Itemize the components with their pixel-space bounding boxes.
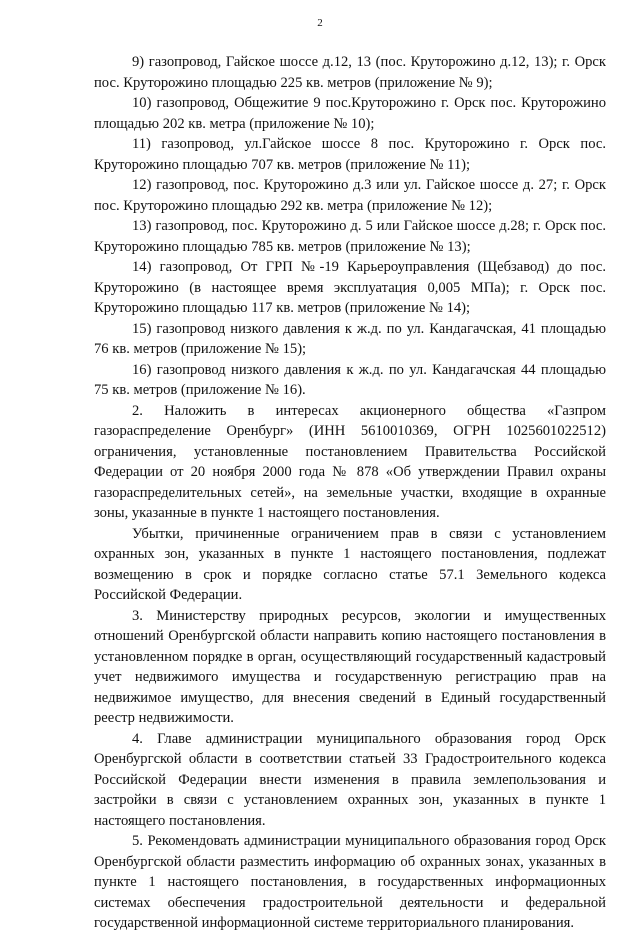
clause-2-damages: Убытки, причиненные ограничением прав в связи с установлением охранных зон, указанных в пункте 1 настоящего постановления, подлежат возмещению в срок и порядке согласно статье 57.1 Земельного кодекса Российской Федерации. — [94, 525, 606, 603]
page-number: 2 — [317, 17, 323, 29]
clause-3: 3. Министерству природных ресурсов, экологии и имущественных отношений Оренбургской области направить копию настоящего постановления в установленном порядке в орган, осуществляющий государственный кадастровый учет недвижимого имущества и государственную регистрацию прав на недвижимое имущество, для внесения сведений в Единый государственный реестр недвижимости. — [94, 607, 606, 726]
list-item-16: 16) газопровод низкого давления к ж.д. по ул. Кандагачская 44 площадью 75 кв. метров (приложение № 16). — [94, 361, 606, 398]
list-item-11: 11) газопровод, ул.Гайское шоссе 8 пос. Круторожино г. Орск пос. Круторожино площадью 707 кв. метров (приложение № 11); — [94, 136, 606, 173]
list-item-9: 9) газопровод, Гайское шоссе д.12, 13 (пос. Круторожино д.12, 13); г. Орск пос. Круторожино площадью 225 кв. метров (приложение № 9); — [94, 54, 606, 91]
list-item-14: 14) газопровод, От ГРП №-19 Карьероуправления (Щебзавод) до пос. Круторожино (в настоящее время эксплуатация 0,005 МПа); г. Орск пос. Круторожино площадью 117 кв. метров (приложение № 14); — [94, 259, 606, 316]
list-item-13: 13) газопровод, пос. Круторожино д. 5 или Гайское шоссе д.28; г. Орск пос. Круторожино площадью 785 кв. метров (приложение № 13); — [94, 218, 606, 255]
clause-2: 2. Наложить в интересах акционерного общества «Газпром газораспределение Оренбург» (ИНН 5610010369, ОГРН 1025601022512) ограничения, установленные постановлением Правительства Российской Федерации от 20 ноября 2000 года № 878 «Об утверждении Правил охраны газораспределительных сетей», на земельные участки, входящие в охранные зоны, указанные в пункте 1 настоящего постановления. — [94, 402, 606, 521]
clause-4: 4. Главе администрации муниципального образования город Орск Оренбургской области в соответствии статьей 33 Градостроительного кодекса Российской Федерации внести изменения в правила землепользования и застройки в связи с установлением охранных зон, указанных в пункте 1 настоящего постановления. — [94, 730, 606, 829]
list-item-12: 12) газопровод, пос. Круторожино д.3 или ул. Гайское шоссе д. 27; г. Орск пос. Круторожино площадью 292 кв. метра (приложение № 12); — [94, 177, 606, 214]
list-item-15: 15) газопровод низкого давления к ж.д. по ул. Кандагачская, 41 площадью 76 кв. метров (приложение № 15); — [94, 320, 606, 357]
document-body — [94, 52, 606, 934]
list-item-10: 10) газопровод, Общежитие 9 пос.Круторожино г. Орск пос. Круторожино площадью 202 кв. метра (приложение № 10); — [94, 95, 606, 132]
clause-5: 5. Рекомендовать администрации муниципального образования город Орск Оренбургской области разместить информацию об охранных зонах, указанных в пункте 1 настоящего постановления, в государственных информационных системах обеспечения градостроительной деятельности и федеральной государственной информационной системе территориального планирования. — [94, 833, 606, 931]
